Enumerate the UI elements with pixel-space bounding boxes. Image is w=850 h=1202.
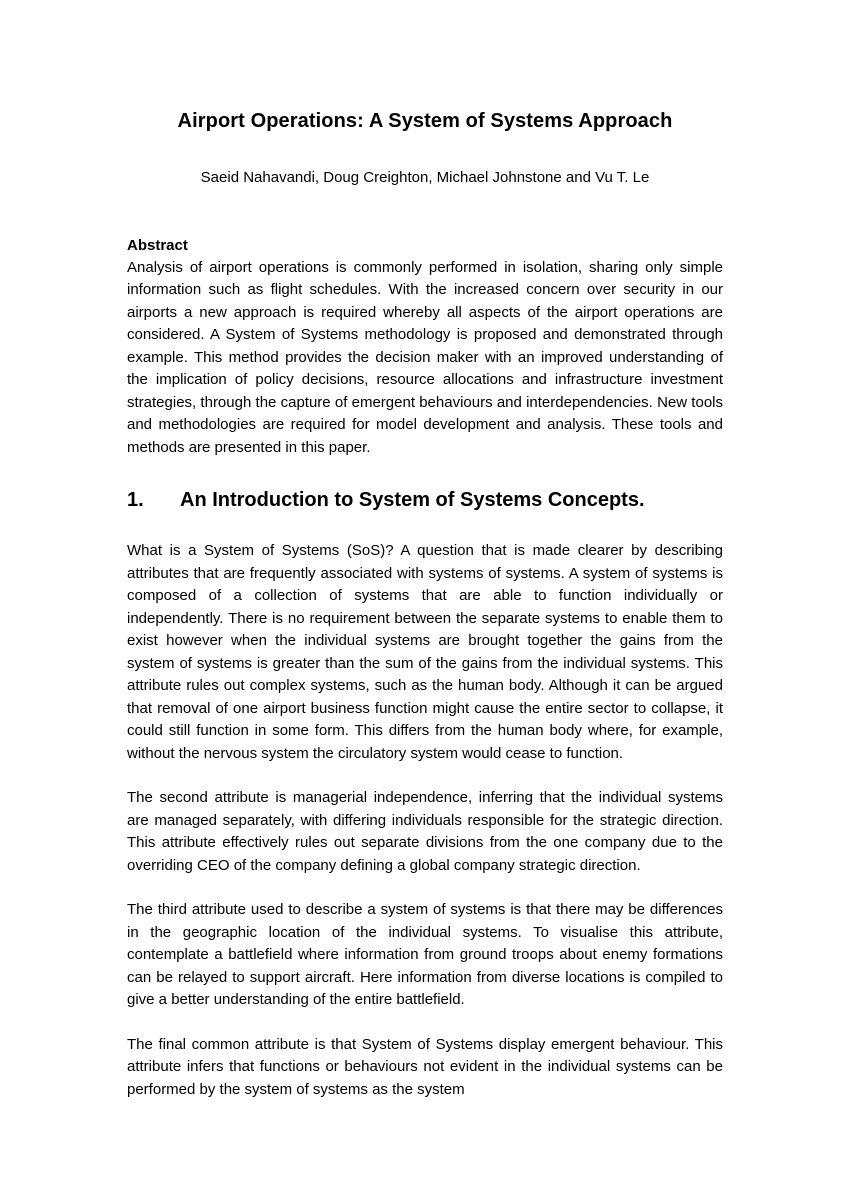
abstract-heading: Abstract — [127, 236, 188, 254]
page-title: Airport Operations: A System of Systems Approach — [177, 110, 673, 132]
paragraph: What is a System of Systems (SoS)? A question that is made clearer by describing attributes that are frequently associated with systems of systems. A system of systems is composed of a collection of systems that are able to function individually or independently. There is no requirement between the separate systems to enable them to exist however when the individual systems are brought together the gains from the system of systems is greater than the sum of the gains from the individual systems. This attribute rules out complex systems, such as the human body. Although it can be argued that removal of one airport business function might cause the entire sector to collapse, it could still function in some form. This differs from the human body where, for example, without the nervous system the circulatory system would cease to function. — [127, 542, 723, 762]
paragraph: The final common attribute is that System of Systems display emergent behaviour. This attribute infers that functions or behaviours not evident in the individual systems can be performed by the system of systems as the system — [127, 1035, 723, 1098]
abstract-text: Analysis of airport operations is commonly performed in isolation, sharing only simple information such as flight schedules. With the increased concern over security in our airports a new approach is required whereby all aspects of the airport operations are considered. A System of Systems methodology is proposed and demonstrated through example. This method provides the decision maker with an improved understanding of the implication of policy decisions, resource allocations and infrastructure investment strategies, through the capture of emergent behaviours and interdependencies. New tools and methodologies are required for model development and analysis. These tools and methods are presented in this paper. — [127, 258, 723, 456]
section-title: An Introduction to System of Systems Concepts. — [180, 489, 645, 512]
section-number: 1. — [127, 489, 144, 512]
section-heading-1 — [127, 487, 723, 513]
paragraph: The second attribute is managerial independence, inferring that the individual systems are managed separately, with differing individuals responsible for the strategic direction. This attribute effectively rules out separate divisions from the one company due to the overriding CEO of the company defining a global company strategic direction. — [127, 789, 723, 874]
paragraph: The third attribute used to describe a system of systems is that there may be differences in the geographic location of the individual systems. To visualise this attribute, contemplate a battlefield where information from ground troops about enemy formations can be relayed to support aircraft. Here information from diverse locations is compiled to give a better understanding of the entire battlefield. — [127, 901, 723, 1009]
author-list: Saeid Nahavandi, Doug Creighton, Michael Johnstone and Vu T. Le — [200, 169, 650, 186]
